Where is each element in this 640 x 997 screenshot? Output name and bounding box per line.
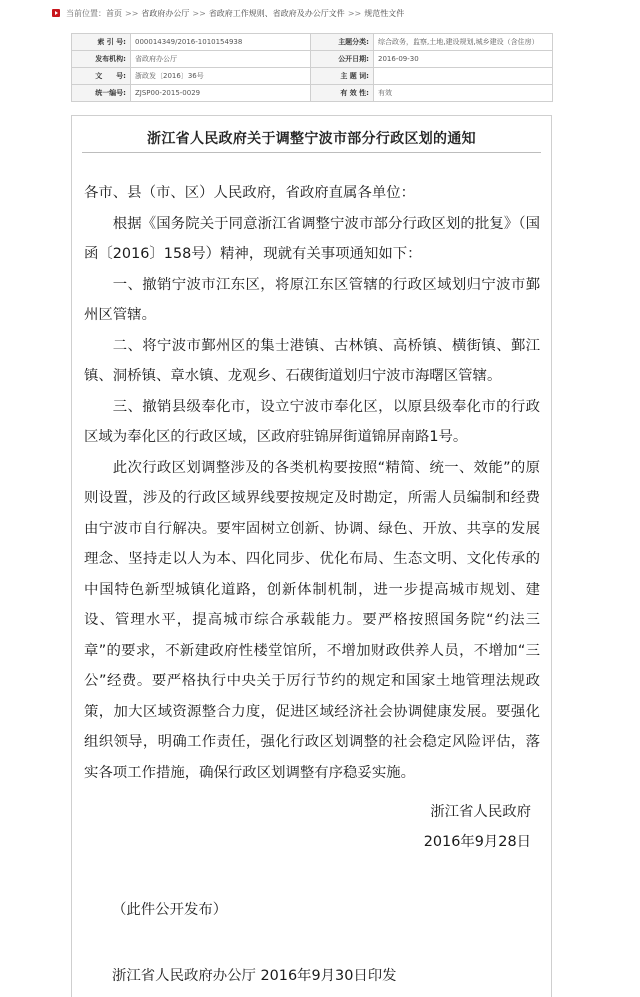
breadcrumb <box>52 6 404 20</box>
category-label: 主题分类: <box>311 34 374 51</box>
title-divider <box>82 152 541 153</box>
document-container <box>71 115 552 997</box>
breadcrumb-separator: >> <box>347 8 362 18</box>
print-footer: 浙江省人民政府办公厅 2016年9月30日印发 <box>112 968 397 984</box>
signature-date: 2016年9月28日 <box>423 834 531 850</box>
breadcrumb-rules-link[interactable]: 省政府工作规则、省政府及办公厅文件 <box>208 8 345 18</box>
validity-value: 有效 <box>374 85 553 102</box>
breadcrumb-normative-link[interactable]: 规范性文件 <box>364 8 405 18</box>
category-value: 综合政务，监察,土地,建设规划,城乡建设（含住房） <box>374 34 553 51</box>
breadcrumb-separator: >> <box>125 8 139 18</box>
validity-label: 有 效 性: <box>311 85 374 102</box>
breadcrumb-separator: >> <box>192 8 206 18</box>
body-paragraph: 一、撤销宁波市江东区，将原江东区管辖的行政区域划归宁波市鄞州区管辖。 <box>84 276 540 323</box>
publish-date-value: 2016-09-30 <box>374 51 553 68</box>
keywords-value <box>374 68 553 85</box>
doc-no-label: 文 号: <box>72 68 131 85</box>
body-paragraph: 此次行政区划调整涉及的各类机构要按照“精简、统一、效能”的原则设置，涉及的行政区域界线要按规定及时勘定，所需人员编制和经费由宁波市自行解决。要牢固树立创新、协调、绿色、开放、共享的发展理念、坚持走以人为本、四化同步、优化布局、生态文明、文化传承的中国特色新型城镇化道路，创新体制机制，进一步提高城市规划、建设、管理水平，提高城市综合承载能力。要严格按照国务院“约法三章”的要求，不新建政府性楼堂馆所，不增加财政供养人员，不增加“三公”经费。要严格执行中央关于厉行节约的规定和国家土地管理法规政策，加大区域资源整合力度，促进区域经济社会协调健康发展。要强化组织领导，明确工作责任，强化行政区划调整的社会稳定风险评估，落实各项工作措施，确保行政区划调整有序稳妥实施。 <box>84 459 540 781</box>
document-title: 浙江省人民政府关于调整宁波市部分行政区划的通知 <box>147 131 476 147</box>
body-paragraph: 根据《国务院关于同意浙江省调整宁波市部分行政区划的批复》（国函〔2016〕158号）精神，现就有关事项通知如下： <box>84 215 540 262</box>
publish-date-label: 公开日期: <box>311 51 374 68</box>
doc-no-value: 浙政发〔2016〕36号 <box>131 68 311 85</box>
body-paragraph: 三、撤销县级奉化市，设立宁波市奉化区，以原县级奉化市的行政区域为奉化区的行政区域，区政府驻锦屏街道锦屏南路1号。 <box>84 398 540 445</box>
breadcrumb-office-link[interactable]: 省政府办公厅 <box>141 8 190 18</box>
location-arrow-icon <box>52 9 60 17</box>
keywords-label: 主 题 词: <box>311 68 374 85</box>
document-metadata-table <box>71 33 553 102</box>
serial-label: 统一编号: <box>72 85 131 102</box>
publication-note: （此件公开发布） <box>112 902 228 918</box>
issuer-value: 省政府办公厅 <box>131 51 311 68</box>
index-no-value: 000014349/2016-1010154938 <box>131 34 311 51</box>
salutation: 各市、县（市、区）人民政府，省政府直属各单位： <box>84 185 415 201</box>
serial-value: ZJSP00-2015-0029 <box>131 85 311 102</box>
issuer-label: 发布机构: <box>72 51 131 68</box>
breadcrumb-home-link[interactable]: 首页 <box>106 8 122 18</box>
body-paragraph: 二、将宁波市鄞州区的集士港镇、古林镇、高桥镇、横街镇、鄞江镇、洞桥镇、章水镇、龙观乡、石碶街道划归宁波市海曙区管辖。 <box>84 337 540 384</box>
document-body <box>84 178 540 788</box>
index-no-label: 索 引 号: <box>72 34 131 51</box>
signature-organization: 浙江省人民政府 <box>430 804 531 820</box>
breadcrumb-prefix: 当前位置： <box>66 8 106 18</box>
